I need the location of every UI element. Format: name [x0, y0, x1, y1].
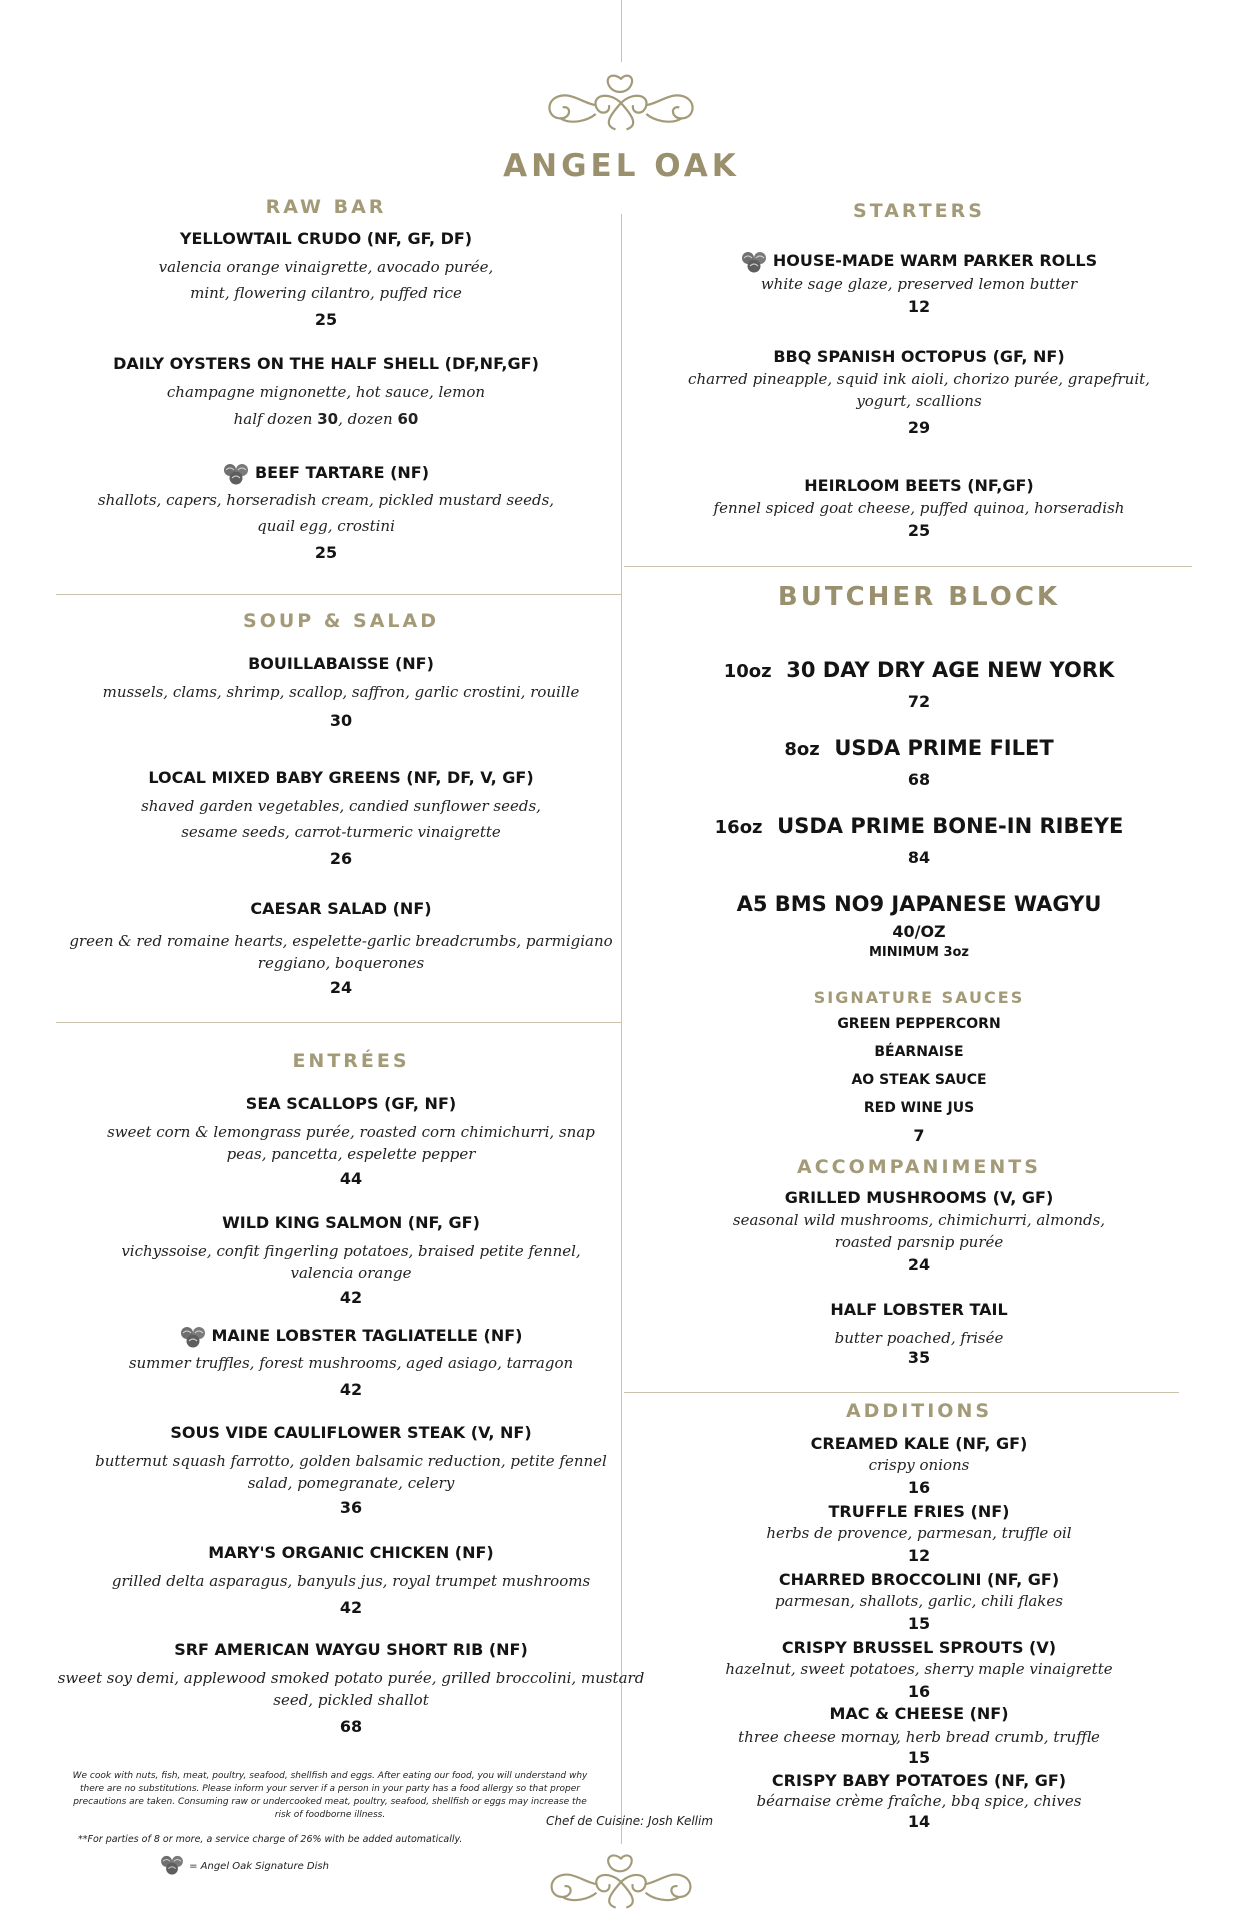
item-desc: fennel spiced goat cheese, puffed quinoa, horseradish	[713, 499, 1125, 517]
item-desc: butter poached, frisée	[834, 1329, 1004, 1347]
item-desc: grilled delta asparagus, banyuls jus, royal trumpet mushrooms	[111, 1572, 591, 1590]
menu-item	[624, 1569, 1214, 1637]
item-desc: sweet soy demi, applewood smoked potato purée, grilled broccolini, mustard	[57, 1669, 645, 1687]
item-name: MAINE LOBSTER TAGLIATELLE (NF)	[211, 1326, 523, 1345]
item-price: 42	[339, 1379, 363, 1399]
item-price: 24	[907, 1255, 931, 1274]
item-name: USDA PRIME FILET	[834, 736, 1054, 760]
item-desc: mint, flowering cilantro, puffed rice	[190, 284, 462, 302]
sauce-price: 7	[913, 1126, 925, 1145]
item-desc: yogurt, scallions	[856, 392, 982, 410]
item-desc: shallots, capers, horseradish cream, pickled mustard seeds,	[97, 490, 555, 509]
disclaimer-line: precautions are taken. Consuming raw or undercooked meat, poultry, seafood, shellfish or eggs may increase the	[73, 1797, 587, 1807]
item-desc: valencia orange	[290, 1264, 412, 1282]
left-rule-1	[56, 594, 621, 595]
menu-item	[56, 767, 626, 871]
item-desc: peas, pancetta, espelette pepper	[226, 1145, 476, 1163]
menu-item	[624, 1770, 1214, 1834]
top-ornament-icon	[530, 70, 712, 136]
steak-item	[624, 890, 1214, 962]
item-name: CRISPY BABY POTATOES (NF, GF)	[771, 1771, 1067, 1790]
section-raw-bar: RAW BAR	[265, 196, 387, 218]
menu-item	[56, 462, 596, 565]
item-price: 44	[339, 1169, 363, 1188]
item-desc: champagne mignonette, hot sauce, lemon	[166, 383, 486, 401]
item-name: 30 DAY DRY AGE NEW YORK	[786, 658, 1115, 682]
sauce-list	[624, 1010, 1214, 1148]
signature-legend	[160, 1854, 329, 1875]
service-charge-note: **For parties of 8 or more, a service charge of 26% with be added automatically.	[78, 1834, 463, 1845]
disclaimer-line: We cook with nuts, fish, meat, poultry, seafood, shellfish and eggs. After eating our food, you will understand why	[72, 1771, 588, 1781]
menu-item	[56, 1639, 646, 1739]
item-name: CHARRED BROCCOLINI (NF, GF)	[778, 1570, 1060, 1589]
sauce-item: AO STEAK SAUCE	[851, 1072, 987, 1088]
item-name: MAC & CHEESE (NF)	[829, 1704, 1009, 1723]
legend-text: = Angel Oak Signature Dish	[189, 1861, 329, 1872]
item-price: 30	[317, 410, 339, 428]
item-name: BBQ SPANISH OCTOPUS (GF, NF)	[773, 347, 1065, 366]
section-butcher-block: BUTCHER BLOCK	[777, 582, 1061, 612]
item-desc: crispy onions	[868, 1456, 970, 1474]
price-label: half dozen	[233, 410, 318, 428]
oak-leaf-cluster-icon	[180, 1326, 206, 1348]
item-name: HEIRLOOM BEETS (NF,GF)	[804, 476, 1034, 495]
item-desc: sweet corn & lemongrass purée, roasted corn chimichurri, snap	[107, 1123, 595, 1141]
item-desc: shaved garden vegetables, candied sunflower seeds,	[141, 797, 541, 815]
item-desc: herbs de provence, parmesan, truffle oil	[766, 1524, 1072, 1542]
menu-item	[624, 1501, 1214, 1569]
restaurant-name: ANGEL OAK	[503, 148, 740, 184]
item-price: 25	[314, 310, 338, 329]
item-price: 12	[907, 1546, 931, 1565]
item-name: SRF AMERICAN WAYGU SHORT RIB (NF)	[174, 1640, 528, 1659]
item-name: A5 BMS NO9 JAPANESE WAGYU	[736, 892, 1102, 916]
item-name: WILD KING SALMON (NF, GF)	[222, 1213, 480, 1232]
item-note: MINIMUM 3oz	[869, 945, 969, 960]
item-price: 25	[907, 521, 931, 540]
section-starters: STARTERS	[853, 200, 985, 222]
item-name: HOUSE-MADE WARM PARKER ROLLS	[772, 251, 1098, 270]
section-signature-sauces: SIGNATURE SAUCES	[813, 988, 1025, 1007]
menu-item	[56, 653, 626, 733]
item-name: SEA SCALLOPS (GF, NF)	[245, 1094, 457, 1113]
menu-item	[624, 1637, 1214, 1705]
menu-item	[624, 1433, 1214, 1501]
item-weight: 8oz	[784, 739, 820, 760]
menu-item	[56, 1422, 646, 1520]
item-weight: 16oz	[714, 817, 763, 838]
item-desc: béarnaise crème fraîche, bbq spice, chives	[756, 1792, 1082, 1810]
menu-item	[624, 475, 1214, 543]
item-desc: seasonal wild mushrooms, chimichurri, almonds,	[732, 1211, 1106, 1229]
menu-item	[624, 1703, 1214, 1767]
menu-item	[624, 1299, 1214, 1367]
item-price: 16	[907, 1478, 931, 1497]
item-name: GRILLED MUSHROOMS (V, GF)	[784, 1188, 1054, 1207]
item-price: 42	[339, 1288, 363, 1307]
item-name: HALF LOBSTER TAIL	[830, 1300, 1008, 1319]
item-price: 15	[907, 1614, 931, 1633]
item-name: MARY'S ORGANIC CHICKEN (NF)	[208, 1543, 494, 1562]
menu-item	[56, 353, 596, 431]
item-desc: parmesan, shallots, garlic, chili flakes	[775, 1592, 1063, 1610]
item-price: 24	[329, 978, 353, 997]
item-price: 42	[339, 1598, 363, 1617]
left-rule-2	[56, 1022, 621, 1023]
menu-item	[56, 228, 596, 332]
menu-item	[56, 1325, 646, 1402]
item-price: 30	[329, 711, 353, 730]
item-desc: reggiano, boquerones	[257, 954, 425, 972]
item-desc: mussels, clams, shrimp, scallop, saffron, garlic crostini, rouille	[102, 683, 580, 701]
sauce-item: GREEN PEPPERCORN	[837, 1016, 1001, 1032]
oak-leaf-cluster-icon	[741, 251, 767, 273]
item-price: 16	[907, 1682, 931, 1701]
item-name: CRISPY BRUSSEL SPROUTS (V)	[781, 1638, 1057, 1657]
item-name: BOUILLABAISSE (NF)	[248, 654, 434, 673]
item-name: SOUS VIDE CAULIFLOWER STEAK (V, NF)	[170, 1423, 532, 1442]
item-price: 68	[339, 1717, 363, 1736]
item-price: 25	[314, 542, 338, 562]
item-desc: salad, pomegranate, celery	[247, 1474, 455, 1492]
item-desc: roasted parsnip purée	[834, 1233, 1004, 1251]
item-price: 14	[907, 1812, 931, 1831]
item-price: 26	[329, 849, 353, 868]
bottom-ornament-icon	[530, 1850, 712, 1914]
section-soup-salad: SOUP & SALAD	[243, 610, 439, 632]
item-name: LOCAL MIXED BABY GREENS (NF, DF, V, GF)	[148, 768, 534, 787]
menu-item	[624, 1187, 1214, 1277]
item-name: DAILY OYSTERS ON THE HALF SHELL (DF,NF,GF)	[113, 354, 539, 373]
item-desc: charred pineapple, squid ink aioli, chorizo purée, grapefruit,	[688, 370, 1150, 388]
item-price: 15	[907, 1748, 931, 1767]
steak-item	[624, 734, 1214, 792]
item-price: 68	[907, 770, 931, 789]
price-label: , dozen	[338, 410, 398, 428]
item-name: CREAMED KALE (NF, GF)	[810, 1434, 1028, 1453]
item-desc: summer truffles, forest mushrooms, aged asiago, tarragon	[128, 1353, 574, 1372]
oak-leaf-cluster-icon	[223, 463, 249, 485]
item-price: 12	[907, 296, 931, 316]
item-name: USDA PRIME BONE-IN RIBEYE	[777, 814, 1124, 838]
item-name: BEEF TARTARE (NF)	[254, 463, 430, 482]
item-price-options	[56, 407, 596, 431]
center-rule-top	[621, 0, 622, 62]
menu-item	[56, 1542, 646, 1620]
item-weight: 10oz	[723, 661, 772, 682]
menu-item	[56, 1212, 646, 1310]
sauce-item: BÉARNAISE	[874, 1044, 964, 1060]
item-price: 72	[907, 692, 931, 711]
oak-leaf-cluster-icon	[160, 1855, 184, 1875]
item-name: TRUFFLE FRIES (NF)	[828, 1502, 1010, 1521]
item-price: 40/OZ	[892, 922, 946, 941]
menu-item	[56, 1093, 646, 1191]
item-name: CAESAR SALAD (NF)	[250, 899, 432, 918]
steak-item	[624, 656, 1214, 714]
menu-item	[624, 250, 1214, 319]
item-desc: green & red romaine hearts, espelette-garlic breadcrumbs, parmigiano	[69, 932, 613, 950]
item-price: 36	[339, 1498, 363, 1517]
item-price: 84	[907, 848, 931, 867]
item-desc: seed, pickled shallot	[273, 1691, 429, 1709]
chef-credit: Chef de Cuisine: Josh Kellim	[546, 1814, 714, 1828]
steak-item	[624, 812, 1214, 870]
item-desc: vichyssoise, confit fingerling potatoes, braised petite fennel,	[121, 1242, 581, 1260]
section-accompaniments: ACCOMPANIMENTS	[797, 1156, 1041, 1178]
item-desc: butternut squash farrotto, golden balsamic reduction, petite fennel	[95, 1452, 607, 1470]
allergy-disclaimer	[70, 1770, 590, 1822]
right-rule-1	[624, 566, 1192, 567]
item-desc: valencia orange vinaigrette, avocado purée,	[158, 258, 494, 276]
item-desc: quail egg, crostini	[257, 516, 395, 535]
menu-item	[624, 346, 1214, 440]
item-desc: hazelnut, sweet potatoes, sherry maple vinaigrette	[725, 1660, 1113, 1678]
item-price: 35	[907, 1348, 931, 1367]
disclaimer-line: risk of foodborne illness.	[274, 1810, 386, 1820]
item-price: 29	[907, 418, 931, 437]
item-desc: three cheese mornay, herb bread crumb, truffle	[738, 1728, 1100, 1746]
section-entrees: ENTRÉES	[292, 1050, 410, 1072]
item-name: YELLOWTAIL CRUDO (NF, GF, DF)	[179, 229, 473, 248]
sauce-item: RED WINE JUS	[863, 1100, 975, 1116]
disclaimer-line: there are no substitutions. Please inform your server if a person in your party has a food allergy so that proper	[79, 1784, 581, 1794]
item-price: 60	[397, 410, 419, 428]
section-additions: ADDITIONS	[845, 1400, 993, 1422]
item-desc: sesame seeds, carrot-turmeric vinaigrette	[181, 823, 501, 841]
item-desc: white sage glaze, preserved lemon butter	[760, 274, 1078, 293]
menu-item	[56, 898, 626, 1000]
right-rule-2	[624, 1392, 1179, 1393]
